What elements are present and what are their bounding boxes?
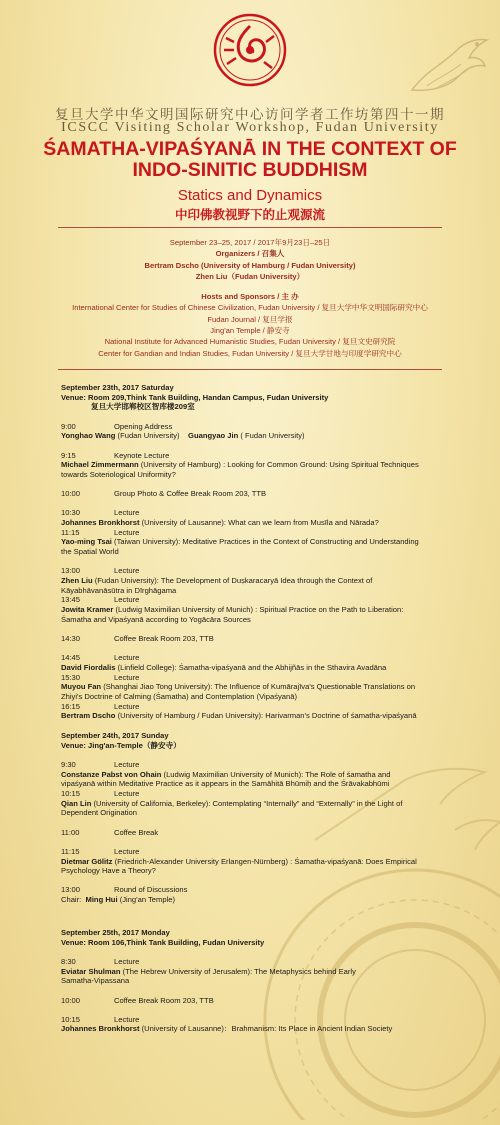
session-time-row: 10:15 Lecture: [61, 1014, 140, 1024]
day1-schedule: [61, 383, 446, 721]
session-time-row: 9:00 Opening Address: [61, 421, 173, 431]
session-speaker: Qian Lin (University of California, Berkeley): Contemplating “Internally” and “Externally” in the Light of: [61, 798, 403, 808]
session-speaker: Dietmar Gölitz (Friedrich-Alexander University Erlangen-Nürnberg) : Śamatha-vipaśyanā: Does Empirical: [61, 856, 417, 866]
event-dates: September 23–25, 2017 / 2017年9月23日–25日: [169, 238, 331, 247]
session-time-row: 13:45 Lecture: [61, 595, 140, 605]
session-topic-cont: the Spatial World: [61, 547, 119, 557]
day3-heading: September 25th, 2017 Monday: [61, 928, 170, 937]
session-topic-cont: Śamatha and Vipaśyanā according to Yogācāra Sources: [61, 614, 251, 624]
chinese-workshop-title: 复旦大学中华文明国际研究中心访问学者工作坊第四十一期: [55, 107, 445, 123]
session-topic-cont: Samatha-Vipassana: [61, 976, 130, 986]
session-time-row: 13:00 Round of Discussions: [61, 885, 188, 895]
session-speaker: Jowita Kramer (Ludwig Maximilian University of Munich) : Spiritual Practice on the Path to Liberation:: [61, 605, 404, 615]
main-title: [0, 139, 500, 181]
session-time-row: 8:30 Lecture: [61, 956, 140, 966]
session-time-row: 9:30 Lecture: [61, 759, 140, 769]
phoenix-ornament-icon: [407, 30, 492, 105]
session-topic-cont: Psychology Have a Theory?: [61, 866, 156, 876]
session-time-row: 10:15 Lecture: [61, 789, 140, 799]
session-time-row: 14:30 Coffee Break Room 203, TTB: [61, 634, 214, 644]
session-time-row: 14:45 Lecture: [61, 653, 140, 663]
session-time-row: 9:15 Keynote Lecture: [61, 450, 170, 460]
session-time-row: 11:15 Lecture: [61, 527, 140, 537]
session-speaker: Michael Zimmermann (University of Hamburg) : Looking for Common Ground: Using Spiritual Techniques: [61, 460, 419, 470]
session-time-row: 10:00 Coffee Break Room 203, TTB: [61, 995, 214, 1005]
host-4: National Institute for Advanced Humanistic Studies, Fudan University / 复旦文史研究院: [104, 337, 396, 347]
info-block: [0, 237, 500, 359]
session-time-row: 15:30 Lecture: [61, 672, 140, 682]
session-time-row: 11:15 Lecture: [61, 846, 140, 856]
host-5: Center for Gandian and Indian Studies, Fudan University / 复旦大学甘地与印度学研究中心: [98, 348, 402, 358]
session-speaker: Johannes Bronkhorst (University of Lausanne)：Brahmanism: Its Place in Ancient Indian Society: [61, 1024, 393, 1034]
chinese-subtitle: 中印佛教视野下的止观源流: [174, 207, 325, 222]
session-time-row: 16:15 Lecture: [61, 701, 140, 711]
main-title-line2: INDO-SINITIC BUDDHISM: [132, 159, 368, 181]
divider-top: [58, 227, 442, 228]
session-speaker: Johannes Bronkhorst (University of Lausanne): What can we learn from Musīla and Nārada?: [61, 518, 379, 528]
statics-dynamics-subtitle: Statics and Dynamics: [177, 187, 323, 204]
session-topic-cont: Dependent Origination: [61, 808, 137, 818]
workshop-subtitle: ICSCC Visiting Scholar Workshop, Fudan University: [61, 120, 439, 135]
organizer-1: Bertram Dscho (University of Hamburg / Fudan University): [144, 260, 356, 270]
organizers-label: Organizers / 召集人: [215, 249, 285, 259]
session-topic-cont: vipaśyanā within Meditative Practice as it appears in the Samāhitā Bhūmiḥ and the Śrāvakabhūmi: [61, 779, 390, 789]
day2-heading: September 24th, 2017 Sunday: [61, 731, 169, 740]
day1-venue: Venue: Room 209,Think Tank Building, Handan Campus, Fudan University: [61, 392, 329, 402]
session-speaker: Eviatar Shulman (The Hebrew University of Jerusalem): The Metaphysics behind Early: [61, 966, 356, 976]
host-3: Jing'an Temple / 静安寺: [210, 326, 290, 336]
host-2: Fudan Journal / 复旦学报: [207, 314, 293, 324]
hosts-label: Hosts and Sponsors / 主 办: [201, 292, 299, 302]
day1-heading: September 23th, 2017 Saturday: [61, 383, 174, 392]
session-time-row: 10:00 Group Photo & Coffee Break Room 203, TTB: [61, 489, 267, 499]
organizer-2: Zhen Liu（Fudan University）: [195, 271, 305, 281]
day3-venue: Venue: Room 106,Think Tank Building, Fudan University: [61, 937, 265, 947]
day2-venue: Venue: Jing'an-Temple（静安寺）: [61, 740, 181, 750]
red-phoenix-seal-icon: [212, 12, 288, 88]
session-topic-cont: Zhiyi's Doctrine of Calming (Śamatha) and Contemplation (Vipaśyanā): [61, 692, 297, 702]
session-topic-cont: Kāyabhāvanāsūtra in Dīrghāgama: [61, 585, 177, 595]
session-speaker: Constanze Pabst von Ohain (Ludwig Maximilian University of Munich): The Role of śamatha and: [61, 769, 391, 779]
day1-venue-cn: 复旦大学邯郸校区智库楼209室: [91, 402, 195, 412]
day2-schedule: [61, 731, 446, 905]
divider-bottom: [58, 369, 442, 370]
session-time-row: 10:30 Lecture: [61, 508, 140, 518]
session-time-row: 13:00 Lecture: [61, 566, 140, 576]
session-speaker: Muyou Fan (Shanghai Jiao Tong University): The Influence of Kumārajīva's Questionable Translations on: [61, 682, 416, 692]
main-title-line1: ŚAMATHA-VIPAŚYANĀ IN THE CONTEXT OF: [43, 138, 457, 160]
host-1: International Center for Studies of Chinese Civilization, Fudan University / 复旦大学中华文明国际研究中心: [72, 303, 428, 313]
session-time-row: 11:00 Coffee Break: [61, 827, 159, 837]
day3-schedule: [61, 928, 446, 1034]
session-speaker: David Fiordalis (Linfield College): Śamatha-vipaśyanā and the Abhijñās in the Sthavira Avadāna: [61, 662, 387, 672]
session-topic-cont: towards Soteriological Uniformity?: [61, 469, 176, 479]
session-chair: Chair: Ming Hui (Jing'an Temple): [61, 895, 176, 905]
session-speaker: Bertram Dscho (University of Hamburg / Fudan University): Harivarman's Doctrine of śamatha-vipaśyanā: [61, 711, 417, 721]
session-speaker: Yao-ming Tsai (Taiwan University): Meditative Practices in the Context of Constructing and Understanding: [61, 537, 419, 547]
session-speaker: Zhen Liu (Fudan University): The Development of Duṣkaracaryā Idea through the Context of: [61, 576, 373, 586]
session-speakers: Yonghao Wang (Fudan University) Guangyao Jin ( Fudan University): [61, 431, 305, 441]
